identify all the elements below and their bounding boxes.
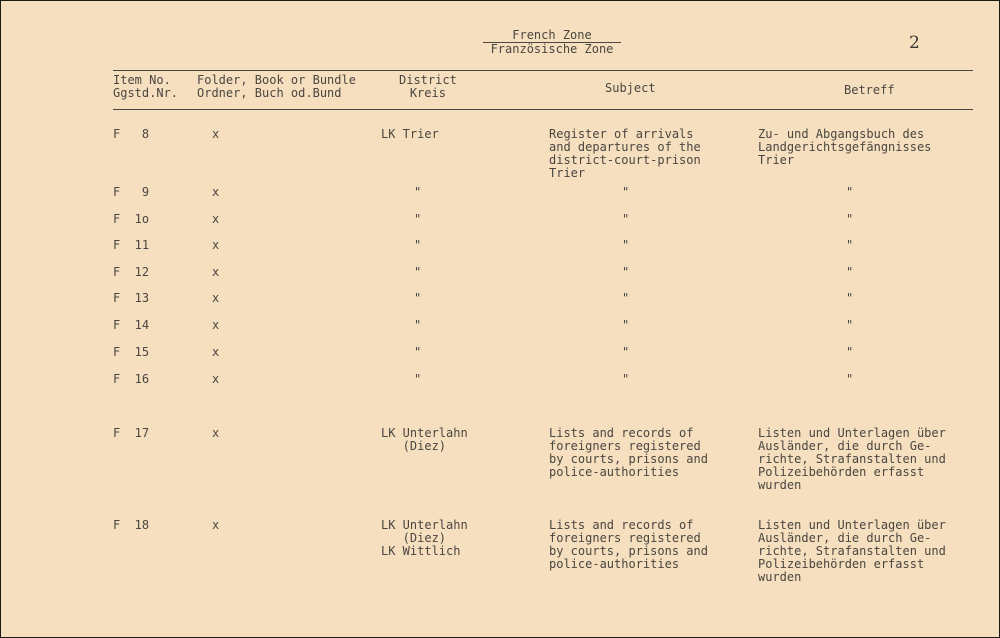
betreff-cell: " (846, 265, 854, 279)
item-number-cell: F 18 (113, 518, 150, 532)
zone-title-english: French Zone (512, 28, 592, 42)
subject-cell: Lists and records of foreigners registered by courts, prisons and police-authorities (549, 426, 708, 479)
item-number-cell: F 14 (113, 318, 150, 332)
district-cell: LK Unterlahn (Diez) LK Wittlich (381, 518, 468, 558)
district-cell: " (414, 345, 422, 359)
subject-cell: " (622, 212, 630, 226)
district-cell: " (414, 212, 422, 226)
subject-cell: Lists and records of foreigners registered by courts, prisons and police-authorities (549, 518, 708, 571)
betreff-cell: Listen und Unterlagen über Ausländer, die durch Ge- richte, Strafanstalten und Polizeibehörden erfasst wurden (758, 426, 946, 492)
item-number-cell: F 13 (113, 291, 150, 305)
item-number-cell: F 8 (113, 127, 150, 141)
header-item-number: Item No. Ggstd.Nr. (113, 73, 179, 100)
item-number-cell: F 9 (113, 185, 150, 199)
subject-cell: " (622, 265, 630, 279)
folder-marker-cell: x (212, 127, 220, 141)
item-number-cell: F 16 (113, 372, 150, 386)
item-number-cell: F 17 (113, 426, 150, 440)
folder-marker-cell: x (212, 265, 220, 279)
page-number: 2 (909, 33, 920, 53)
folder-marker-cell: x (212, 345, 220, 359)
header-district: District Kreis (399, 73, 457, 100)
header-betreff: Betreff (844, 83, 895, 97)
subject-cell: " (622, 291, 630, 305)
item-number-cell: F 15 (113, 345, 150, 359)
folder-marker-cell: x (212, 426, 220, 440)
header-bottom-rule (113, 109, 973, 110)
folder-marker-cell: x (212, 212, 220, 226)
folder-marker-cell: x (212, 238, 220, 252)
item-number-cell: F 1o (113, 212, 150, 226)
district-cell: " (414, 185, 422, 199)
betreff-cell: " (846, 291, 854, 305)
subject-cell: " (622, 318, 630, 332)
district-cell: " (414, 372, 422, 386)
betreff-cell: " (846, 238, 854, 252)
district-cell: " (414, 265, 422, 279)
subject-cell: " (622, 238, 630, 252)
district-cell: " (414, 291, 422, 305)
betreff-cell: " (846, 185, 854, 199)
district-cell: LK Trier (381, 127, 439, 141)
header-subject: Subject (605, 81, 656, 95)
subject-cell: " (622, 372, 630, 386)
district-cell: LK Unterlahn (Diez) (381, 426, 468, 453)
folder-marker-cell: x (212, 185, 220, 199)
subject-cell: Register of arrivals and departures of the district-court-prison Trier (549, 127, 701, 180)
betreff-cell: Zu- und Abgangsbuch des Landgerichtsgefängnisses Trier (758, 127, 932, 167)
item-number-cell: F 11 (113, 238, 150, 252)
header-top-rule (113, 70, 973, 71)
folder-marker-cell: x (212, 372, 220, 386)
folder-marker-cell: x (212, 318, 220, 332)
betreff-cell: " (846, 372, 854, 386)
betreff-cell: " (846, 212, 854, 226)
betreff-cell: " (846, 318, 854, 332)
folder-marker-cell: x (212, 291, 220, 305)
district-cell: " (414, 238, 422, 252)
betreff-cell: " (846, 345, 854, 359)
header-folder-book-bundle: Folder, Book or Bundle Ordner, Buch od.Bund (197, 73, 356, 100)
document-page (1, 1, 999, 637)
subject-cell: " (622, 345, 630, 359)
betreff-cell: Listen und Unterlagen über Ausländer, die durch Ge- richte, Strafanstalten und Polizeibehörden erfasst wurden (758, 518, 946, 584)
folder-marker-cell: x (212, 518, 220, 532)
item-number-cell: F 12 (113, 265, 150, 279)
zone-title-german: Französische Zone (483, 42, 621, 56)
subject-cell: " (622, 185, 630, 199)
district-cell: " (414, 318, 422, 332)
